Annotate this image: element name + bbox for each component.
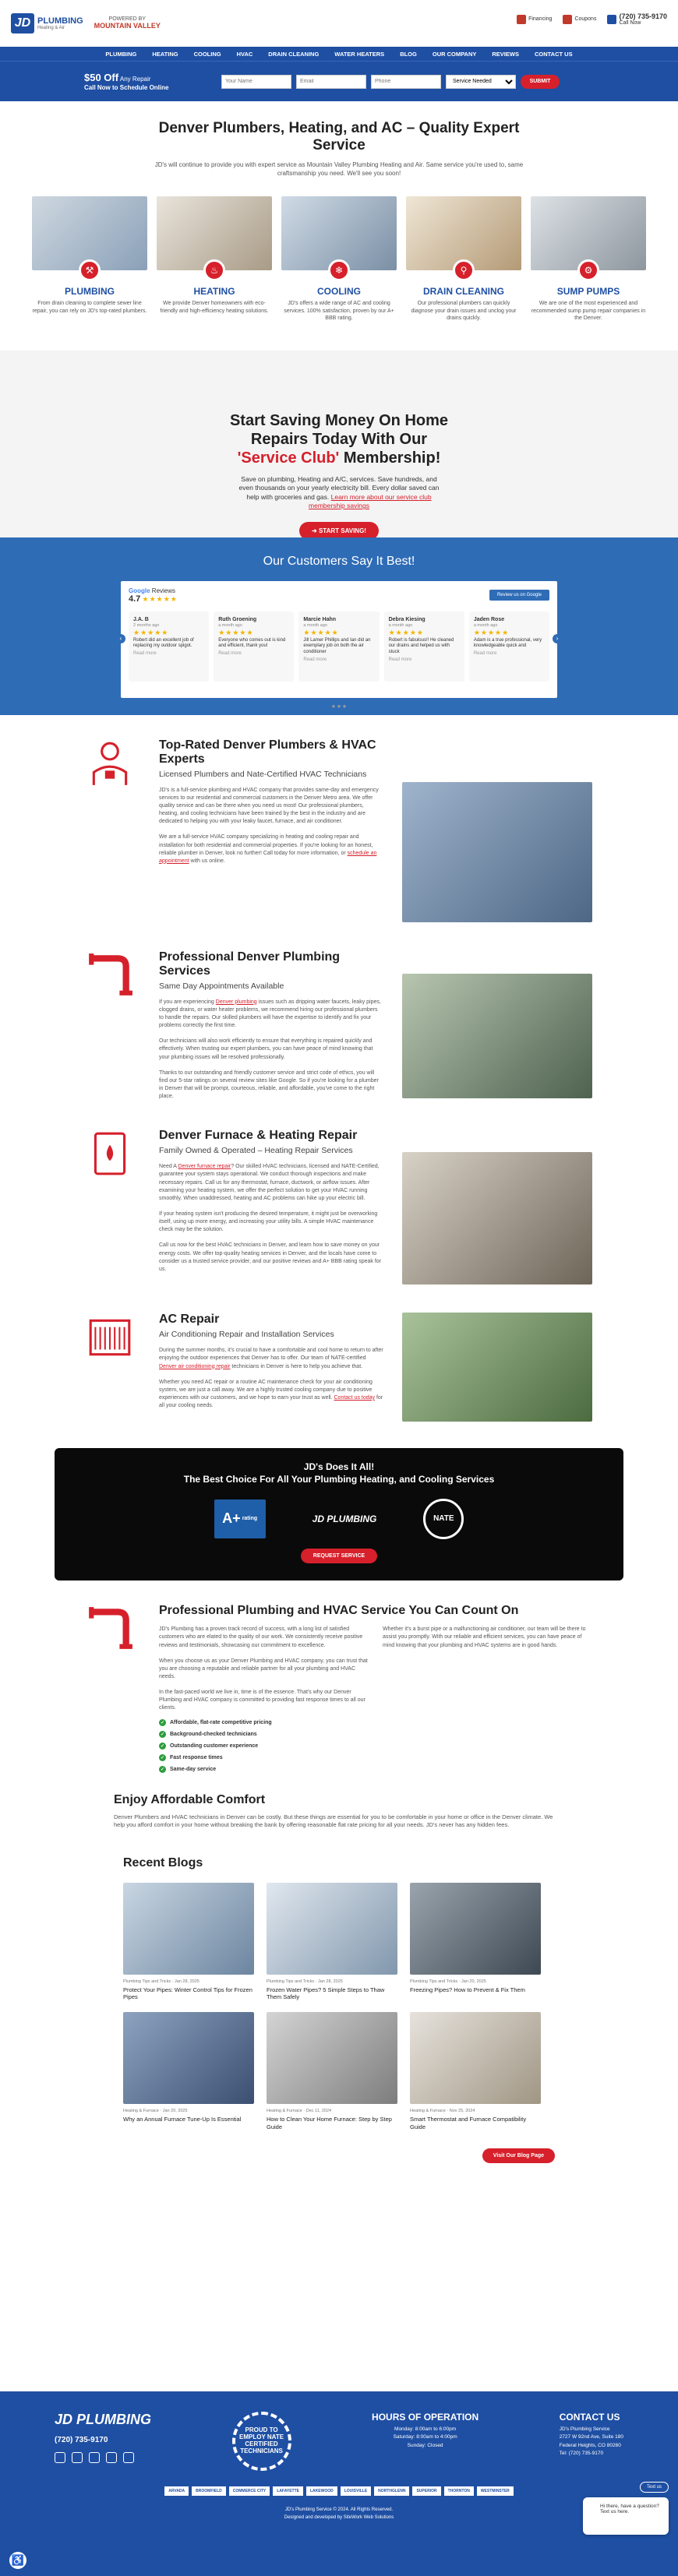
dollar-icon [517,15,526,24]
service-card-heating[interactable]: ♨ HEATING We provide Denver homeowners with eco-friendly and high-efficiency heating solutions. [157,196,272,322]
blog-card[interactable]: Plumbing Tips and Tricks · Jan 28, 2025 Protect Your Pipes: Winter Control Tips for Frozen Pipes [123,1883,254,2002]
request-service-button[interactable]: REQUEST SERVICE [301,1549,377,1563]
footer-phone[interactable]: (720) 735-9170 [55,2436,108,2444]
review-card: Marcie Hahn a month ago ★★★★★ Jill Lamer Phillips and Ian did an exemplary job on both the air conditioner Read more [298,611,379,682]
benefit-item: ✓ Background-checked technicians [160,1731,257,1737]
check-icon: ✓ [160,1755,165,1760]
service-image [406,196,521,277]
financing-link[interactable]: Financing [517,15,552,24]
blog-card[interactable]: Heating & Furnace · Jan 20, 2025 Why an Annual Furnace Tune-Up Is Essential [123,2012,254,2131]
name-input[interactable] [221,75,291,89]
plumbing-photo [402,974,592,1098]
nav-water-heaters[interactable]: WATER HEATERS [334,50,385,58]
ac-unit-icon [86,1313,134,1361]
pipe-icon [86,1604,134,1652]
site-logo[interactable] [11,13,83,33]
city-link[interactable]: LAKEWOOD [306,2486,337,2496]
accessibility-icon[interactable]: ♿ [8,2550,28,2571]
blog-card[interactable]: Heating & Furnace · Dec 11, 2024 How to Clean Your Home Furnace: Step by Step Guide [267,2012,397,2131]
service-image [157,196,272,277]
service-card-cooling[interactable]: ❄ COOLING JD's offers a wide range of AC and cooling services. 100% satisfaction, proven by our A+ BBB rating. [281,196,397,322]
blog-card[interactable]: Heating & Furnace · Nov 25, 2024 Smart Thermostat and Furnace Compatibility Guide [410,2012,541,2131]
city-link[interactable]: SUPERIOR [412,2486,440,2496]
chat-widget[interactable]: Hi there, have a question? Text us here. [583,2497,669,2535]
service-card-drain-cleaning[interactable]: ⚲ DRAIN CLEANING Our professional plumbers can quickly diagnose your drain issues and unclog your drains quickly. [406,196,521,322]
blog-image [123,1883,254,1975]
plumber-icon [86,738,134,787]
furnace-repair-link[interactable]: Denver furnace repair [178,1164,231,1170]
plumbing-services-section: Professional Denver Plumbing Services Same Day Appointments Available If you are experiencing Denver plumbing issues such as dripping water faucets, leaky pipes, clogged drains, or water heater problems, we recommend hiring our professional plumbers to handle the repairs. Our skilled plumbers will have the expertise to identify and fix your problems correctly the first time. Our technicians will also work efficiently to ensure that everything is repaired quickly and effectively. When trusting our expert plumbers, you can have peace of mind knowing that your plumbing issues will be resolved professionally. Thanks to our outstanding and friendly customer service and strict code of ethics, you will find our 5-star ratings on several review sites like Google. So if you're looking for a plumber in Denver that will be prompt, courteous, reliable, and affordable, you've come to the right place. [0,950,678,1101]
service-card-plumbing[interactable]: ⚒ PLUMBING From drain cleaning to complete sewer line repair, you can rely on JD's top-rated plumbers. [32,196,147,322]
linkedin-icon[interactable] [123,2452,134,2463]
city-link[interactable]: WESTMINSTER [477,2486,514,2496]
service-card-sump-pumps[interactable]: ⚙ SUMP PUMPS We are one of the most experienced and recommended sump pump repair companies in the Denver. [531,196,646,322]
service-club-section [0,351,678,537]
blog-image [410,1883,541,1975]
city-link[interactable]: NORTHGLENN [374,2486,409,2496]
ac-unit-photo [402,1313,592,1422]
logo-text: PLUMBING [37,16,83,26]
furnace-photo [402,1152,592,1284]
submit-button[interactable]: SUBMIT [521,75,560,89]
pipe-icon [86,950,134,999]
nate-badge: NATE [423,1499,464,1539]
carousel-prev-icon[interactable]: ‹ [116,634,125,643]
services-grid [0,196,678,322]
email-input[interactable] [296,75,366,89]
blog-image [123,2012,254,2104]
pump-icon: ⚙ [577,259,599,281]
rating-value: 4.7 [129,594,141,604]
reviews-title: Our Customers Say It Best! [263,554,415,568]
ac-repair-section: AC Repair Air Conditioning Repair and Installation Services During the summer months, it's crucial to have a comfortable and cool home to return to after enjoying the outdoor experiences that Denver has to offer. Our team of NATE-certified Denver air conditioning repair technicians in Denver is here to help you achieve that. Whether you need AC repair or a routine AC maintenance check for your air conditioning system, we are just a call away. We are a highly trusted cooling company due to positive experiences with our customers, and we hope to earn your trust as well. Contact us today for all your cooling needs. [0,1313,678,1422]
bbb-badge: A+ rating [214,1499,266,1538]
check-icon: ✓ [160,1767,165,1772]
powered-brand: MOUNTAIN VALLEY [94,21,161,30]
blog-image [410,2012,541,2104]
nav-drain-cleaning[interactable]: DRAIN CLEANING [268,50,320,58]
service-select[interactable] [446,75,516,89]
denver-plumbing-link[interactable]: Denver plumbing [215,999,257,1005]
nav-our-company[interactable]: OUR COMPANY [432,50,477,58]
nav-heating[interactable]: HEATING [152,50,178,58]
google-reviews-widget: Google Reviews 4.7 ★★★★★ Review us on Google J.A. B 2 months ago ★★★★★ Robert did an excellent job of replacing my outdoor spigot. Read more Ruth Groening a month ago ★★★★★ Everyone who comes out is kind and efficient, thank you! Read more Marcie Hahn a month ago ★★★★★ Jill Lamer Phillips and Ian did an exemplary job on both the air conditioner Read more Debra Kiesing a month ago ★★★★★ Robert is fabulous!! He cleaned our drains and helped us with stuck Read more Jaden Rose a month ago ★★★★★ Adam is a true professional, very knowledgeable quick and Read more ‹ › [121,581,557,698]
google-logo: Google [129,587,150,594]
nav-blog[interactable]: BLOG [400,50,417,58]
carousel-dots[interactable]: ● ● ● [331,702,347,710]
affordable-section: Enjoy Affordable Comfort Denver Plumbers and HVAC technicians in Denver can be costly. But these things are essential for you to be comfortable in your home or office in the Denver climate. We help you afford comfort in your home without breaking the bank by offering reasonable flat rate pricing for all your needs. JD's never has any hidden fees. [114,1792,553,1828]
service-areas [0,2486,678,2496]
social-links [55,2452,151,2463]
read-more-link[interactable]: Read more [303,657,327,662]
facebook-icon[interactable] [55,2452,65,2463]
nav-plumbing[interactable]: PLUMBING [105,50,137,58]
check-icon: ✓ [160,1732,165,1737]
service-image [531,196,646,277]
review-card: Debra Kiesing a month ago ★★★★★ Robert is fabulous!! He cleaned our drains and helped us with stuck Read more [384,611,464,682]
powered-by: POWERED BY MOUNTAIN VALLEY [94,16,161,30]
visit-blog-button[interactable]: Visit Our Blog Page [482,2148,555,2163]
phone-icon [607,15,616,24]
flame-icon: ♨ [203,259,225,281]
professional-section: Professional Plumbing and HVAC Service You Can Count On JD's Plumbing has a proven track record of success, with a long list of satisfied customers who are elated to the quality of our work. We consistently receive positive reviews and testimonials, showcasing our commitment to excellence. When you choose us as your Denver Plumbing and HVAC company, you can trust that you are choosing a reputable and reliable partner for all your plumbing and HVAC needs. In the fast-paced world we live in, time is of the essence. That's why our Denver Plumbing and HVAC company is committed to providing fast response times to all our clients. ✓ Affordable, flat-rate competitive pricing ✓ Background-checked technicians ✓ Outstanding customer experience ✓ Fast response times ✓ Same-day service Whether it's a burst pipe or a malfunctioning air conditioner, our team will be there to assist you promptly. With our reliable and efficient services, you can have peace of mind knowing that your plumbing and HVAC systems are in good hands. [0,1604,678,1772]
plunger-icon: ⚲ [453,259,475,281]
phone-link[interactable]: (720) 735-9170 Call Now [607,12,667,26]
read-more-link[interactable]: Read more [388,657,412,662]
recent-blogs-section: Recent Blogs Plumbing Tips and Tricks · Jan 28, 2025 Protect Your Pipes: Winter Control Tips for Frozen Pipes Plumbing Tips and Tricks · Jan 28, 2025 Frozen Water Pipes? 5 Simple Steps to Thaw Them Safely Plumbing Tips and Tricks · Jan 20, 2025 Freezing Pipes? How to Prevent & Fix Them Heating & Furnace · Jan 20, 2025 Why an Annual Furnace Tune-Up Is Essential Heating & Furnace · Dec 11, 2024 How to Clean Your Home Furnace: Step by Step Guide Heating & Furnace · Nov 25, 2024 Smart Thermostat and Furnace Compatibility Guide Visit Our Blog Page [0,1856,678,2163]
review-us-button[interactable]: Review us on Google [489,590,549,601]
service-club-text: Save on plumbing, Heating and A/C, services. Save hundreds, and even thousands on your yearly electricity bill. Every dollar saved can help with groceries and gas. Learn more about our service club membership savings [238,474,440,510]
benefits-list [159,1719,369,1773]
city-link[interactable]: COMMERCE CITY [229,2486,270,2496]
reviews-section [0,537,678,715]
service-image [32,196,147,277]
blog-image [267,1883,397,1975]
ac-repair-link[interactable]: Denver air conditioning repair [159,1363,231,1369]
coupons-link[interactable]: Coupons [563,15,596,24]
city-link[interactable]: LAFAYETTE [273,2486,303,2496]
read-more-link[interactable]: Read more [218,651,242,657]
main-nav [0,47,678,61]
wrench-icon: ⚒ [79,259,101,281]
instagram-icon[interactable] [89,2452,100,2463]
city-link[interactable]: LOUISVILLE [341,2486,371,2496]
text-us-tab[interactable]: Text us [640,2482,669,2493]
nav-hvac[interactable]: HVAC [236,50,253,58]
read-more-link[interactable]: Read more [133,651,157,657]
copyright: JD's Plumbing Service © 2024. All Rights Reserved. Designed and developed by SiteWork Web Solutions [284,2507,394,2520]
coupon-icon [563,15,572,24]
carousel-next-icon[interactable]: › [553,634,562,643]
logo-sub: Heating & Air [37,25,65,30]
benefit-item: ✓ Affordable, flat-rate competitive pricing [160,1719,272,1725]
twitter-icon[interactable] [72,2452,83,2463]
blog-card[interactable]: Plumbing Tips and Tricks · Jan 28, 2025 Frozen Water Pipes? 5 Simple Steps to Thaw Them Safely [267,1883,397,2002]
jd-logo-white: JD PLUMBING [312,1513,377,1524]
hours-block: HOURS OF OPERATION Monday: 8:00am to 6:00pm Saturday: 8:00am to 4:00pm Sunday: Closed [372,2412,479,2448]
service-club-link[interactable]: Learn more about our service club membership savings [309,492,432,510]
footer-logo[interactable]: JD PLUMBING [55,2412,152,2427]
contact-block: CONTACT US JD's Plumbing Service 2727 W 92nd Ave, Suite 180 Federal Heights, CO 80260 Tel: (720) 735-9170 [559,2412,623,2457]
schedule-link[interactable]: schedule an appointment [159,850,377,864]
nate-certified-badge: PROUD TO EMPLOY NATE CERTIFIED TECHNICIANS [232,2412,291,2471]
city-link[interactable]: BROOMFIELD [192,2486,226,2496]
start-saving-button[interactable]: ➜ START SAVING! [299,522,379,537]
phone-input[interactable] [371,75,441,89]
read-more-link[interactable]: Read more [473,651,497,657]
blog-image [267,2012,397,2104]
snowflake-icon: ❄ [328,259,350,281]
offer-text: $50 Off Any Repair Call Now to Schedule Online [84,71,169,91]
intro-text: JD's will continue to provide you with expert service as Mountain Valley Plumbing Heating and Air. Same service you're used to, same craftsmanship you need. We'll see you soon! [154,161,524,178]
quick-contact-form [0,61,678,101]
intro-section [0,101,678,178]
rating-stars: ★★★★★ [142,594,178,603]
arrow-right-icon: ➜ [312,527,319,534]
blog-card[interactable]: Plumbing Tips and Tricks · Jan 20, 2025 Freezing Pipes? How to Prevent & Fix Them [410,1883,541,2002]
contact-us-link[interactable]: Contact us today [334,1394,376,1401]
top-rated-section: Top-Rated Denver Plumbers & HVAC Experts Licensed Plumbers and Nate-Certified HVAC Technicians JD's is a full-service plumbing and HVAC company that provides same-day and emergency services to our residential and commercial customers in the Denver Metro area. We offer quality service and can be there when you need us most! Our professional plumbers, heating, and cooling technicians have been trained by the best in the industry and are dedicated to helping you with your leaky faucet, furnace, and air conditioner. We are a full-service HVAC company specializing in heating and cooling repair and installation for both residential and commercial properties. If you're looking for an honest, reliable plumber in Denver, look no further! Call today for more information, or schedule an appointment with us online. [0,738,678,922]
nav-reviews[interactable]: REVIEWS [492,50,519,58]
benefit-item: ✓ Outstanding customer experience [160,1743,259,1749]
nav-contact-us[interactable]: CONTACT US [534,50,573,58]
benefit-item: ✓ Same-day service [160,1766,217,1772]
top-header [0,0,678,47]
team-photo [402,782,592,922]
review-card: Jaden Rose a month ago ★★★★★ Adam is a true professional, very knowledgeable quick and Read more [469,611,549,682]
page-title: Denver Plumbers, Heating, and AC – Quality Expert Service [158,120,520,153]
youtube-icon[interactable] [106,2452,117,2463]
check-icon: ✓ [160,1743,165,1749]
service-club-heading: Start Saving Money On Home Repairs Today With Our 'Service Club' Membership! [229,411,449,467]
logo-mark: JD [11,13,34,33]
city-link[interactable]: ARVADA [164,2486,189,2496]
review-card: Ruth Groening a month ago ★★★★★ Everyone who comes out is kind and efficient, thank you! Read more [214,611,294,682]
site-footer [0,2391,678,2576]
service-image [281,196,397,277]
city-link[interactable]: THORNTON [444,2486,474,2496]
furnace-section: Denver Furnace & Heating Repair Family Owned & Operated – Heating Repair Services Need A Denver furnace repair? Our skilled HVAC technicians, licensed and NATE-Certified, guarantee your system stays operational. We conduct thorough inspections and make necessary repairs. Call us for any thermostat, furnace, ductwork, or airflow issues. After examining your heating system, we offer the perfect solution to get your HVAC running smoothly. When unaddressed, heating and AC problems can hike up your electric bill. If your heating system isn't producing the desired temperature, it might just be overworking itself, using up more energy, and increasing your utility bills. A simple HVAC maintenance check may be the solution. Call us now for the best HVAC technicians in Denver, and learn how to save money on your energy costs. We offer top-quality heating services in Denver, and the locals have come to consider us a trusted service provider, and our positive reviews and A+ BBB rating speak for us. [0,1129,678,1284]
furnace-icon [86,1129,134,1177]
check-icon: ✓ [160,1720,165,1725]
review-card: J.A. B 2 months ago ★★★★★ Robert did an excellent job of replacing my outdoor spigot. Read more [129,611,209,682]
benefit-item: ✓ Fast response times [160,1754,223,1760]
nav-cooling[interactable]: COOLING [193,50,221,58]
cta-banner: JD's Does It All! The Best Choice For All Your Plumbing Heating, and Cooling Services A+ rating JD PLUMBING NATE REQUEST SERVICE [55,1448,623,1580]
